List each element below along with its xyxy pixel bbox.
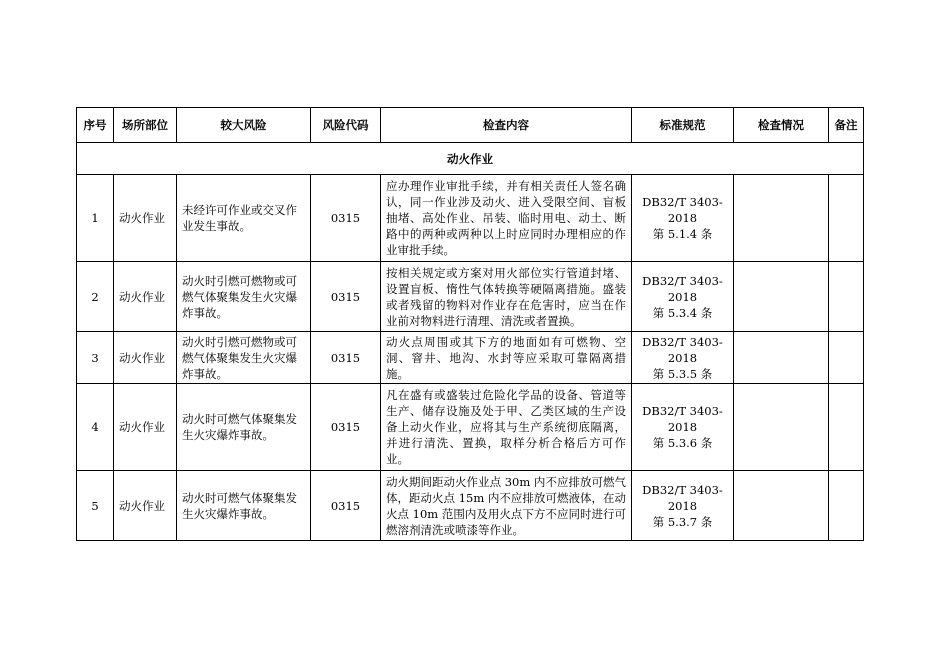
section-title: 动火作业 <box>77 143 864 175</box>
standard-line: DB32/T 3403- <box>642 404 723 418</box>
standard-line: 2018 <box>667 350 698 365</box>
cell-no: 2 <box>77 262 114 332</box>
cell-code: 0315 <box>311 332 381 384</box>
standard-line: 第 5.3.6 条 <box>652 436 713 450</box>
header-row <box>77 108 864 143</box>
cell-standard <box>632 471 734 541</box>
cell-remark[interactable] <box>829 471 864 541</box>
cell-remark[interactable] <box>829 332 864 384</box>
standard-line: 2018 <box>667 420 698 434</box>
cell-status[interactable] <box>734 332 829 384</box>
cell-standard <box>632 175 734 262</box>
cell-no: 3 <box>77 332 114 384</box>
table-row <box>77 332 864 384</box>
standard-line: 第 5.1.4 条 <box>652 227 713 241</box>
cell-remark[interactable] <box>829 384 864 471</box>
cell-no: 5 <box>77 471 114 541</box>
standard-line: 第 5.3.5 条 <box>652 366 713 381</box>
cell-content: 应办理作业审批手续，并有相关责任人签名确认，同一作业涉及动火、进入受限空间、盲板抽堵、高处作业、吊装、临时用电、动土、断路中的两种或两种以上时应同时办理相应的作业审批手续。 <box>381 175 632 262</box>
standard-line: 2018 <box>667 498 698 513</box>
header-risk: 较大风险 <box>177 108 311 143</box>
cell-location: 动火作业 <box>114 471 177 541</box>
cell-standard <box>632 262 734 332</box>
cell-content: 凡在盛有或盛装过危险化学品的设备、管道等生产、储存设施及处于甲、乙类区域的生产设备上动火作业，应将其与生产系统彻底隔离，并进行清洗、置换，取样分析合格后方可作业。 <box>381 384 632 471</box>
cell-risk: 动火时引燃可燃物或可燃气体聚集发生火灾爆炸事故。 <box>177 262 311 332</box>
standard-line: 第 5.3.7 条 <box>652 514 713 529</box>
table-row <box>77 175 864 262</box>
header-code: 风险代码 <box>311 108 381 143</box>
cell-status[interactable] <box>734 384 829 471</box>
cell-code: 0315 <box>311 384 381 471</box>
section-row <box>77 143 864 175</box>
cell-risk: 动火时可燃气体聚集发生火灾爆炸事故。 <box>177 471 311 541</box>
standard-line: 第 5.3.4 条 <box>652 305 713 320</box>
header-status: 检查情况 <box>734 108 829 143</box>
cell-remark[interactable] <box>829 175 864 262</box>
cell-location: 动火作业 <box>114 332 177 384</box>
header-content: 检查内容 <box>381 108 632 143</box>
standard-line: 2018 <box>667 211 698 225</box>
standard-line: 2018 <box>667 289 698 304</box>
standard-line: DB32/T 3403- <box>642 195 723 209</box>
cell-code: 0315 <box>311 175 381 262</box>
header-remark: 备注 <box>829 108 864 143</box>
cell-status[interactable] <box>734 262 829 332</box>
header-location: 场所部位 <box>114 108 177 143</box>
header-no: 序号 <box>77 108 114 143</box>
standard-line: DB32/T 3403- <box>642 482 723 497</box>
cell-standard <box>632 332 734 384</box>
cell-content: 动火期间距动火作业点 30m 内不应排放可燃气体，距动火点 15m 内不应排放可燃液体，在动火点 10m 范围内及用火点下方不应同时进行可燃溶剂清洗或喷漆等作业。 <box>381 471 632 541</box>
cell-risk: 动火时可燃气体聚集发生火灾爆炸事故。 <box>177 384 311 471</box>
table-row <box>77 384 864 471</box>
cell-content: 按相关规定或方案对用火部位实行管道封堵、设置盲板、惰性气体转换等硬隔离措施。盛装或者残留的物料对作业存在危害时，应当在作业前对物料进行清理、清洗或者置换。 <box>381 262 632 332</box>
standard-line: DB32/T 3403- <box>642 273 723 288</box>
cell-location: 动火作业 <box>114 262 177 332</box>
cell-standard <box>632 384 734 471</box>
cell-content: 动火点周围或其下方的地面如有可燃物、空洞、窨井、地沟、水封等应采取可靠隔离措施。 <box>381 332 632 384</box>
inspection-table <box>76 107 864 541</box>
cell-code: 0315 <box>311 471 381 541</box>
cell-risk: 动火时引燃可燃物或可燃气体聚集发生火灾爆炸事故。 <box>177 332 311 384</box>
table-row <box>77 262 864 332</box>
cell-risk: 未经许可作业或交叉作业发生事故。 <box>177 175 311 262</box>
standard-line: DB32/T 3403- <box>642 334 723 349</box>
cell-status[interactable] <box>734 471 829 541</box>
cell-status[interactable] <box>734 175 829 262</box>
cell-remark[interactable] <box>829 262 864 332</box>
cell-no: 1 <box>77 175 114 262</box>
cell-location: 动火作业 <box>114 384 177 471</box>
table-row <box>77 471 864 541</box>
cell-code: 0315 <box>311 262 381 332</box>
cell-no: 4 <box>77 384 114 471</box>
header-standard: 标准规范 <box>632 108 734 143</box>
cell-location: 动火作业 <box>114 175 177 262</box>
